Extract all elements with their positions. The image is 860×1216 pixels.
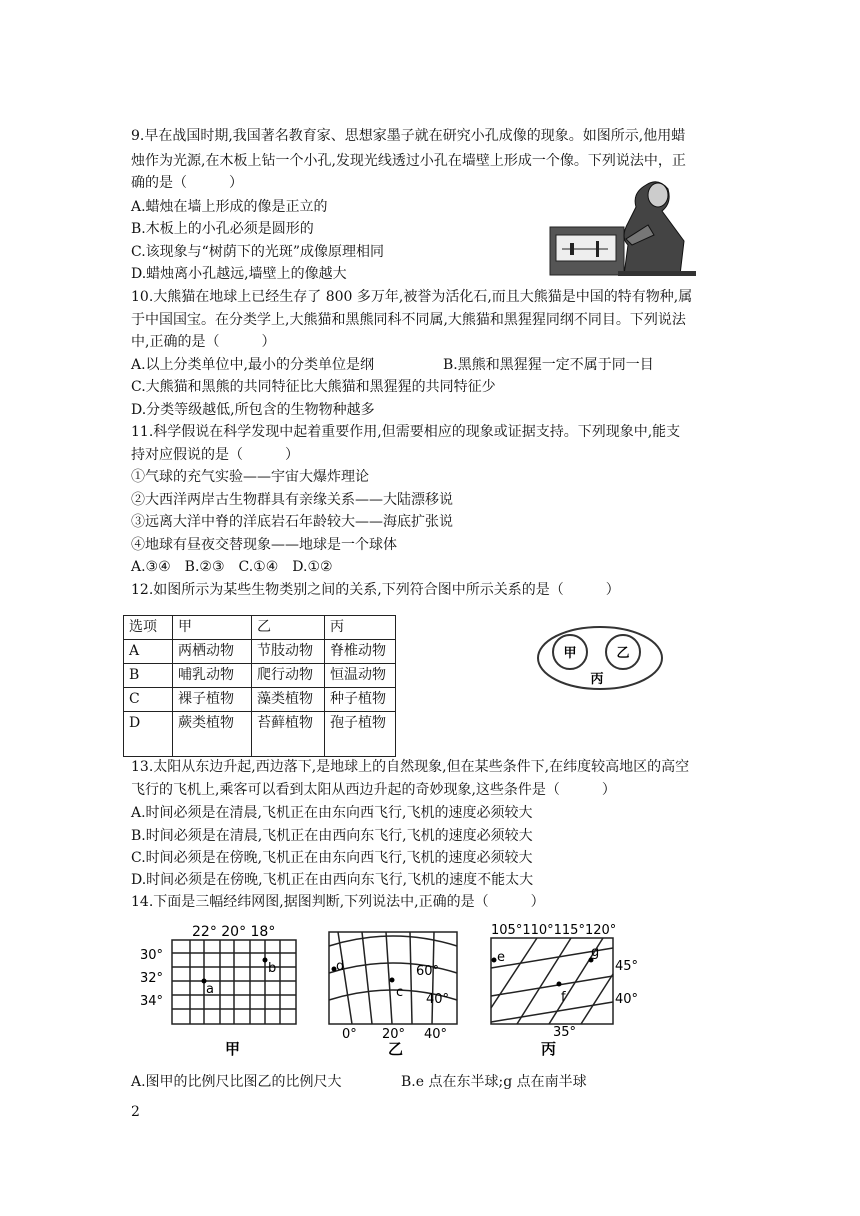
- map-bing-lat-45: 45°: [615, 959, 639, 974]
- q14-option-a: A.图甲的比例尺比图乙的比例尺大: [131, 1074, 342, 1090]
- table-cell: 甲: [173, 616, 252, 640]
- q10-line-3: 中,正确的是（ ）: [131, 334, 276, 350]
- map-bing-caption: 丙: [541, 1040, 557, 1058]
- q10-line-1: 10.大熊猫在地球上已经生存了 800 多万年,被誉为活化石,而且大熊猫是中国的特有物种,属: [131, 289, 693, 305]
- table-cell: A: [124, 640, 173, 664]
- map-yi-caption: 乙: [388, 1040, 404, 1058]
- q13-option-d: D.时间必须是在傍晚,飞机正在由西向东飞行,飞机的速度不能太大: [131, 872, 534, 888]
- map-yi-point-d: d: [336, 959, 345, 974]
- q10-option-d: D.分类等级越低,所包含的生物物种越多: [131, 402, 375, 418]
- q11-item-2: ②大西洋两岸古生物群具有亲缘关系——大陆漂移说: [131, 492, 453, 508]
- q11-line-1: 11.科学假说在科学发现中起着重要作用,但需要相应的现象或证据支持。下列现象中,能支: [131, 424, 681, 440]
- q9-line-1: 9.早在战国时期,我国著名教育家、思想家墨子就在研究小孔成像的现象。如图所示,他用蜡: [131, 128, 686, 144]
- table-cell: 乙: [252, 616, 325, 640]
- table-cell: 爬行动物: [252, 664, 325, 688]
- q9-line-3: 确的是（ ）: [131, 175, 243, 191]
- map-bing-point-e: e: [497, 950, 505, 965]
- map-bing-lat-40: 40°: [615, 992, 639, 1007]
- q12-options-table: [123, 615, 396, 757]
- table-cell: 苔藓植物: [252, 712, 325, 757]
- q12-venn-diagram: [535, 624, 665, 692]
- table-cell: 孢子植物: [325, 712, 396, 757]
- q10-option-c: C.大熊猫和黑熊的共同特征比大熊猫和黑猩猩的共同特征少: [131, 379, 496, 395]
- map-yi-lat-60: 60°: [416, 964, 440, 979]
- table-cell: 节肢动物: [252, 640, 325, 664]
- table-row: [124, 712, 396, 757]
- q14-option-b: B.e 点在东半球;g 点在南半球: [401, 1074, 587, 1090]
- map-bing: [487, 918, 647, 1060]
- table-header-row: [124, 616, 396, 640]
- table-cell: 脊椎动物: [325, 640, 396, 664]
- q11-options: A.③④ B.②③ C.①④ D.①②: [131, 559, 333, 575]
- q11-item-4: ④地球有昼夜交替现象——地球是一个球体: [131, 537, 397, 553]
- map-yi: [326, 918, 466, 1060]
- q12-line: 12.如图所示为某些生物类别之间的关系,下列符合图中所示关系的是（ ）: [131, 582, 620, 598]
- map-yi-lat-40: 40°: [426, 992, 450, 1007]
- venn-label-bing: 丙: [590, 672, 604, 687]
- map-bing-point-g: g: [591, 945, 600, 960]
- q11-line-2: 持对应假说的是（ ）: [131, 447, 299, 463]
- map-jia-lat-34: 34°: [140, 994, 164, 1009]
- table-cell: 种子植物: [325, 688, 396, 712]
- table-cell: C: [124, 688, 173, 712]
- map-jia-point-a: a: [206, 982, 214, 997]
- map-jia-point-b: b: [268, 961, 277, 976]
- map-yi-lon-40: 40°: [424, 1027, 448, 1042]
- map-yi-point-c: c: [396, 985, 404, 1000]
- q9-option-b: B.木板上的小孔必须是圆形的: [131, 221, 314, 237]
- table-cell: 选项: [124, 616, 173, 640]
- page-number: 2: [131, 1104, 140, 1120]
- q14-line: 14.下面是三幅经纬网图,据图判断,下列说法中,正确的是（ ）: [131, 894, 545, 910]
- q11-item-1: ①气球的充气实验——宇宙大爆炸理论: [131, 469, 369, 485]
- q9-option-a: A.蜡烛在墙上形成的像是正立的: [131, 199, 328, 215]
- q13-option-a: A.时间必须是在清晨,飞机正在由东向西飞行,飞机的速度必须较大: [131, 805, 533, 821]
- map-jia-top-labels: 22° 20° 18°: [192, 924, 276, 940]
- venn-label-yi: 乙: [616, 646, 630, 661]
- q13-line-1: 13.太阳从东边升起,西边落下,是地球上的自然现象,但在某些条件下,在纬度较高地区的高空: [131, 759, 690, 775]
- table-cell: B: [124, 664, 173, 688]
- q9-line-2: 烛作为光源,在木板上钻一个小孔,发现光线透过小孔在墙壁上形成一个像。下列说法中，正: [131, 153, 686, 169]
- map-yi-lon-0: 0°: [342, 1027, 357, 1042]
- table-cell: 恒温动物: [325, 664, 396, 688]
- mozi-pinhole-illustration: [548, 175, 698, 277]
- map-yi-lon-20: 20°: [382, 1027, 406, 1042]
- venn-label-jia: 甲: [563, 646, 577, 661]
- map-bing-lon-35: 35°: [553, 1025, 577, 1040]
- map-jia-lat-30: 30°: [140, 948, 164, 963]
- map-jia-caption: 甲: [225, 1040, 241, 1058]
- table-cell: D: [124, 712, 173, 757]
- table-cell: 藻类植物: [252, 688, 325, 712]
- q9-option-c: C.该现象与“树荫下的光斑”成像原理相同: [131, 244, 384, 260]
- table-cell: 哺乳动物: [173, 664, 252, 688]
- map-bing-point-f: f: [561, 990, 566, 1005]
- table-row: [124, 664, 396, 688]
- q13-line-2: 飞行的飞机上,乘客可以看到太阳从西边升起的奇妙现象,这些条件是（ ）: [131, 782, 616, 798]
- table-cell: 两栖动物: [173, 640, 252, 664]
- table-cell: 丙: [325, 616, 396, 640]
- q9-option-d: D.蜡烛离小孔越远,墙壁上的像越大: [131, 266, 347, 282]
- table-row: [124, 688, 396, 712]
- q13-option-c: C.时间必须是在傍晚,飞机正在由东向西飞行,飞机的速度必须较大: [131, 850, 533, 866]
- table-row: [124, 640, 396, 664]
- q11-item-3: ③远离大洋中脊的洋底岩石年龄较大——海底扩张说: [131, 514, 453, 530]
- q13-option-b: B.时间必须是在清晨,飞机正在由西向东飞行,飞机的速度必须较大: [131, 828, 533, 844]
- map-jia-lat-32: 32°: [140, 971, 164, 986]
- q10-option-a: A.以上分类单位中,最小的分类单位是纲: [131, 357, 375, 373]
- q10-line-2: 于中国国宝。在分类学上,大熊猫和黑熊同科不同属,大熊猫和黑猩猩同纲不同目。下列说法: [131, 312, 686, 328]
- table-cell: 蕨类植物: [173, 712, 252, 757]
- map-jia: [138, 918, 303, 1060]
- table-cell: 裸子植物: [173, 688, 252, 712]
- map-bing-top-labels: 105°110°115°120°: [491, 923, 617, 938]
- q10-option-b: B.黑熊和黑猩猩一定不属于同一目: [443, 357, 654, 373]
